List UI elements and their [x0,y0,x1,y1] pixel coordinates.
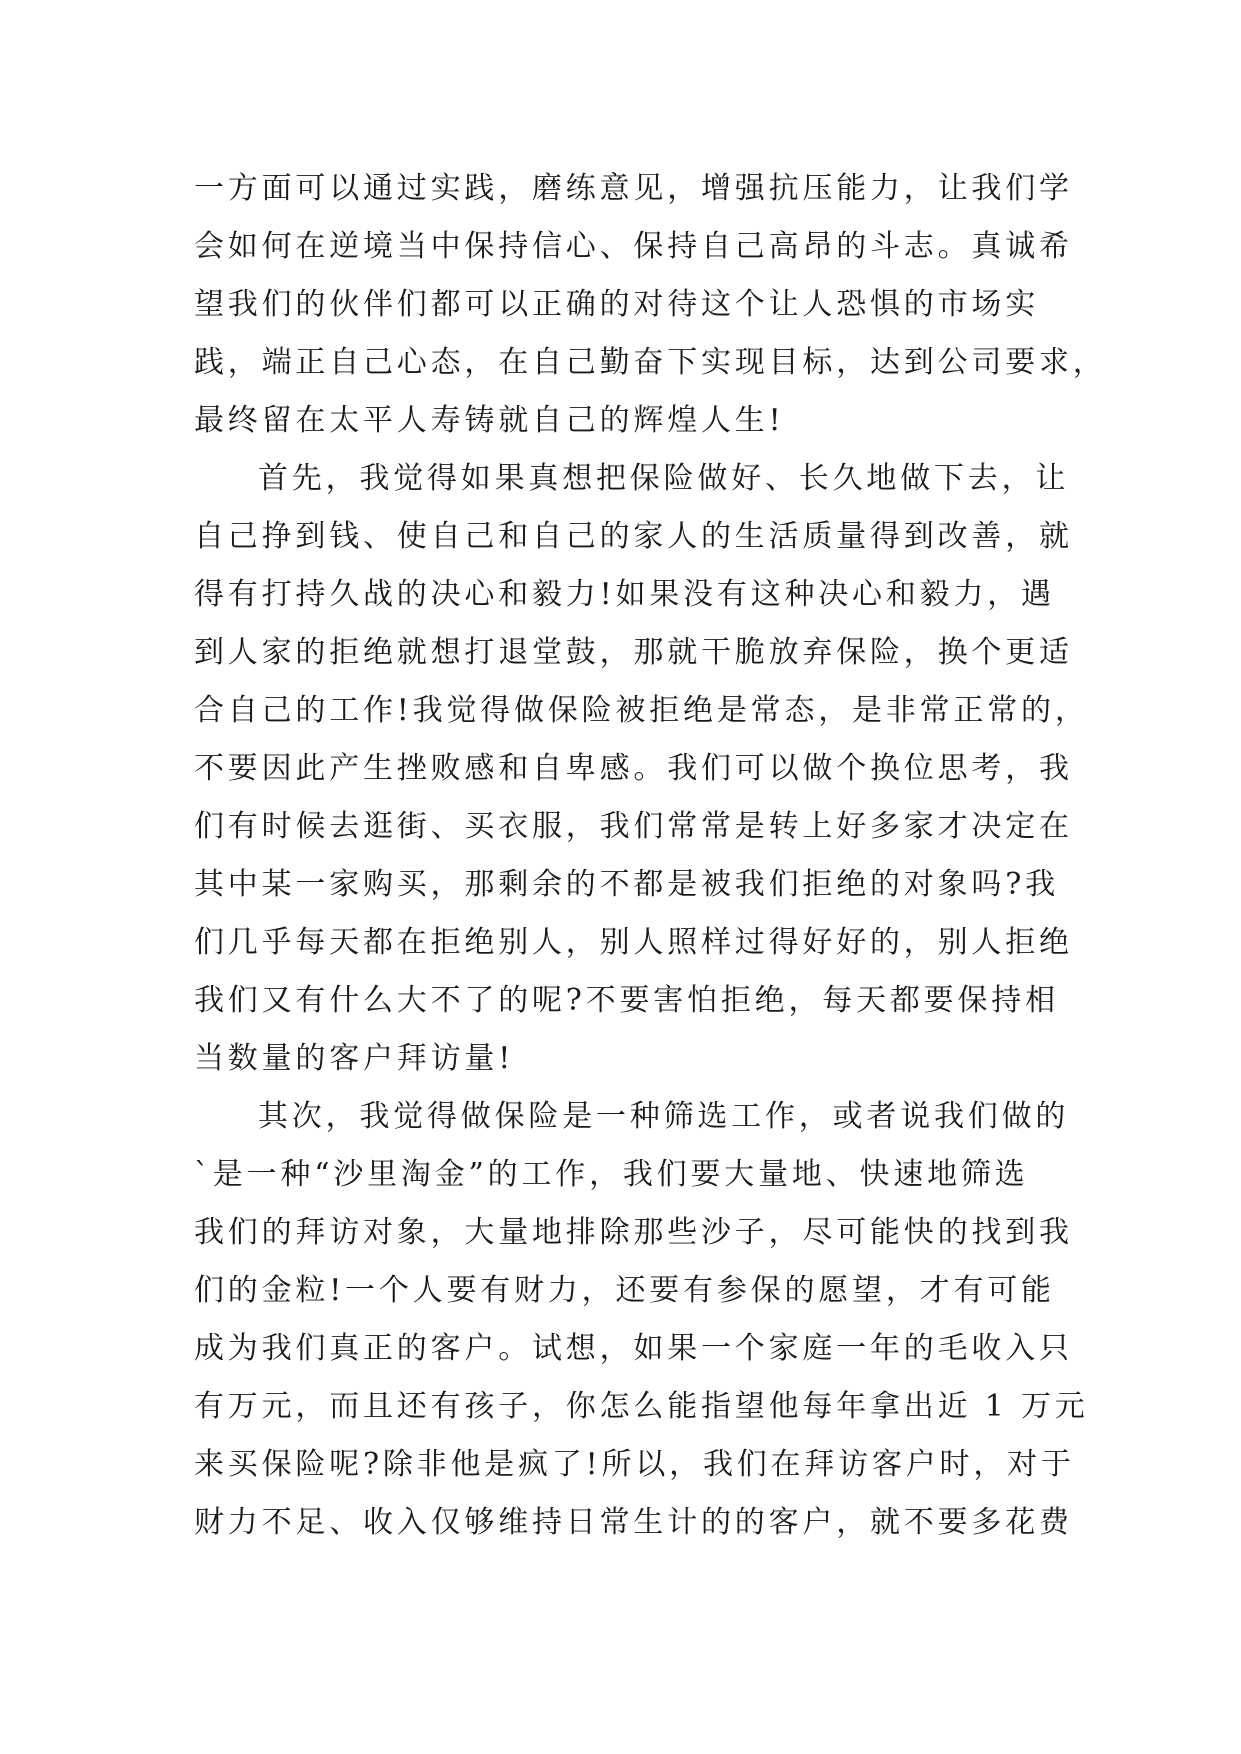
text-line: 不要因此产生挫败感和自卑感。我们可以做个换位思考，我 [194,751,1073,786]
text-line: 最终留在太平人寿铸就自己的辉煌人生! [194,403,785,438]
text-line: 当数量的客户拜访量! [194,1041,515,1076]
text-line: 我们的拜访对象，大量地排除那些沙子，尽可能快的找到我 [194,1215,1073,1250]
text-line: 首先，我觉得如果真想把保险做好、长久地做下去，让 [258,461,1070,496]
text-line: 一方面可以通过实践，磨练意见，增强抗压能力，让我们学 [194,171,1073,206]
text-line: 自己挣到钱、使自己和自己的家人的生活质量得到改善，就 [194,519,1073,554]
text-line: 望我们的伙伴们都可以正确的对待这个让人恐惧的市场实 [194,287,1039,322]
text-line: 合自己的工作!我觉得做保险被拒绝是常态，是非常正常的， [194,693,1089,728]
body-text [194,160,1107,1552]
text-line: 有万元，而且还有孩子，你怎么能指望他每年拿出近 1 万元 [194,1389,1089,1424]
text-line: 得有打持久战的决心和毅力!如果没有这种决心和毅力，遇 [194,577,1055,612]
text-line: 来买保险呢?除非他是疯了!所以，我们在拜访客户时，对于 [194,1447,1075,1482]
text-line: 财力不足、收入仅够维持日常生计的的客户，就不要多花费 [194,1505,1073,1540]
text-line: 们有时候去逛街、买衣服，我们常常是转上好多家才决定在 [194,809,1073,844]
text-line: 到人家的拒绝就想打退堂鼓，那就干脆放弃保险，换个更适 [194,635,1073,670]
text-line: `是一种“沙里淘金”的工作，我们要大量地、快速地筛选 [194,1157,1029,1192]
text-line: 践，端正自己心态，在自己勤奋下实现目标，达到公司要求， [194,345,1107,380]
text-line: 成为我们真正的客户。试想，如果一个家庭一年的毛收入只 [194,1331,1073,1366]
text-line: 会如何在逆境当中保持信心、保持自己高昂的斗志。真诚希 [194,229,1073,264]
text-line: 们几乎每天都在拒绝别人，别人照样过得好好的，别人拒绝 [194,925,1073,960]
text-line: 们的金粒!一个人要有财力，还要有参保的愿望，才有可能 [194,1273,1055,1308]
text-line: 我们又有什么大不了的呢?不要害怕拒绝，每天都要保持相 [194,983,1059,1018]
text-line: 其次，我觉得做保险是一种筛选工作，或者说我们做的 [258,1099,1070,1134]
text-line: 其中某一家购买，那剩余的不都是被我们拒绝的对象吗?我 [194,867,1059,902]
